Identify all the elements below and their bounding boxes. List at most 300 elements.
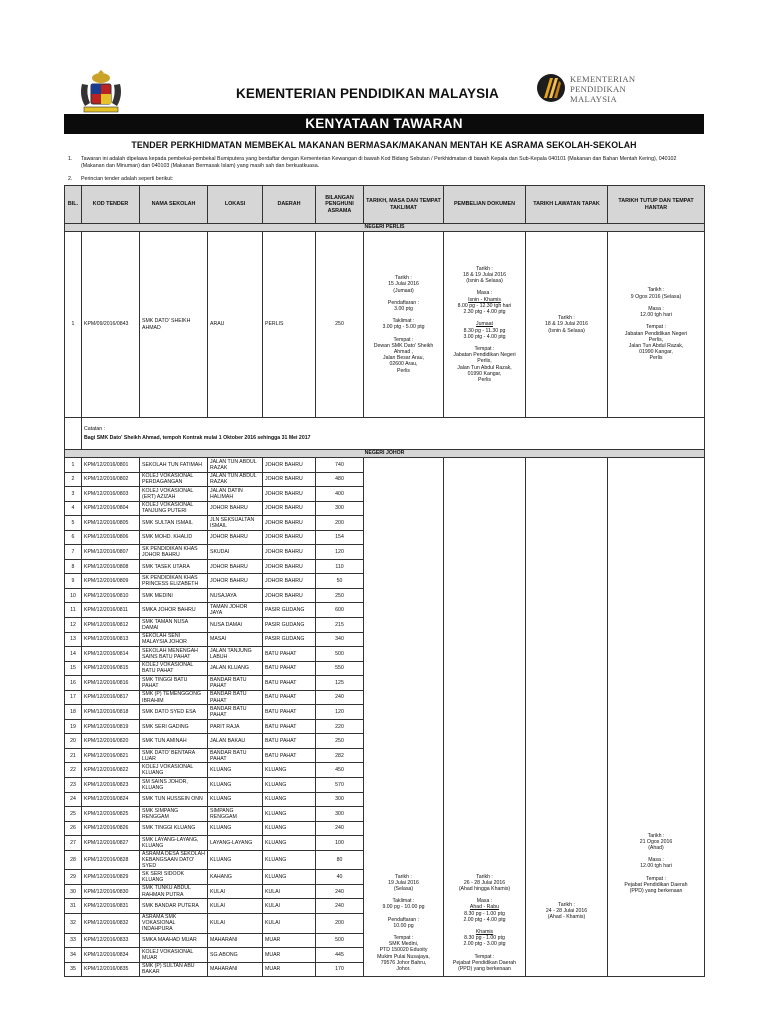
cell-line: Masa : — [648, 305, 664, 312]
cell-bil: 15 — [65, 661, 82, 676]
cell-line: SMK Medini, — [388, 941, 419, 948]
cell-bil: 9 — [65, 574, 82, 589]
cell-bil: 6 — [65, 530, 82, 545]
cell-bil: 25 — [65, 807, 82, 822]
cell-line: Jabatan Pendidikan Negeri — [624, 330, 688, 337]
cell-line: 9 Ogos 2016 (Selasa) — [630, 293, 682, 300]
cell-kod: KPM/12/2016/0806 — [82, 530, 140, 545]
cell-nama: KOLEJ VOKASIONAL TANJUNG PUTERI — [140, 501, 208, 516]
cell-daerah: BATU PAHAT — [263, 748, 316, 763]
cell-kod: KPM/12/2016/0810 — [82, 588, 140, 603]
cell-bilangan: 40 — [316, 870, 364, 885]
cell-nama: SMK TASEK UTARA — [140, 559, 208, 574]
cell-daerah: KLUANG — [263, 807, 316, 822]
cell-kod: KPM/12/2016/0823 — [82, 778, 140, 793]
cell-line: (Ahad hingga Khamis) — [458, 886, 511, 893]
cell-kod: KPM/12/2016/0824 — [82, 792, 140, 807]
paragraph-text: Perincian tender adalah seperti berikut: — [81, 176, 174, 182]
cell-line: Mukim Pulai Nusajaya, — [377, 953, 430, 960]
cell-line: Taklimat : — [392, 898, 415, 905]
cell-bil: 32 — [65, 914, 82, 934]
intro-paragraph-1 — [68, 156, 700, 170]
cell-lokasi: KULAI — [208, 884, 263, 899]
cell-line: Jabatan Pendidikan Negeri — [453, 352, 516, 359]
paragraph-number: 2. — [68, 176, 73, 182]
cell-daerah: MUAR — [263, 948, 316, 963]
intro-paragraph-2 — [68, 176, 700, 183]
cell-line: Tarikh : — [395, 873, 412, 880]
cell-kod: KPM/12/2016/0834 — [82, 948, 140, 963]
cell-daerah: JOHOR BAHRU — [263, 545, 316, 560]
header-bilangan: BILANGAN PENGHUNI ASRAMA — [316, 186, 364, 224]
cell-line: 21 Ogos 2016 — [639, 838, 673, 845]
cell-line: (Selasa) — [393, 886, 414, 893]
cell-lokasi: JALAN KLUANG — [208, 661, 263, 676]
cell-nama: SM SAINS JOHOR, KLUANG — [140, 778, 208, 793]
cell-kod: KPM/12/2016/0831 — [82, 899, 140, 914]
cell-daerah: BATU PAHAT — [263, 690, 316, 705]
cell-line: Tempat : — [646, 324, 666, 331]
cell-lokasi: JALAN BAKAU — [208, 734, 263, 749]
cell-bilangan: 220 — [316, 719, 364, 734]
cell-line: Pendaftaran : — [387, 299, 420, 306]
cell-line: Tempat : — [474, 953, 495, 960]
cell-bilangan: 100 — [316, 836, 364, 851]
cell-line: Perlis, — [648, 336, 664, 343]
cell-line: 18 & 19 Julai 2016 — [545, 321, 588, 328]
header-kod-tender: KOD TENDER — [82, 186, 140, 224]
cell-tutup — [608, 232, 705, 418]
cell-line: Tarikh : — [476, 873, 493, 880]
cell-bil: 30 — [65, 884, 82, 899]
cell-lokasi: JOHOR BAHRU — [208, 530, 263, 545]
cell-line: 2.00 ptg - 4.00 ptg — [463, 916, 506, 923]
cell-bil: 16 — [65, 676, 82, 691]
cell-lokasi: SG.ABONG — [208, 948, 263, 963]
cell-bilangan: 120 — [316, 705, 364, 720]
cell-line: 8.30 pg - 1.00 ptg — [464, 935, 505, 942]
cell-lokasi: JALAN DATIN HALIMAH — [208, 487, 263, 502]
cell-line: 2.30 ptg - 4.00 ptg — [463, 309, 506, 316]
cell-daerah: KULAI — [263, 914, 316, 934]
cell-kod: KPM/12/2016/0808 — [82, 559, 140, 574]
cell-kod: KPM/12/2016/0826 — [82, 821, 140, 836]
cell-daerah: JOHOR BAHRU — [263, 472, 316, 487]
cell-line: Ahmad , — [393, 349, 414, 355]
tender-title: TENDER PERKHIDMATAN MEMBEKAL MAKANAN BERMASAK/MAKANAN MENTAH KE ASRAMA SEKOLAH-SEKOLAH — [131, 140, 637, 150]
cell-line: Tarikh : — [395, 275, 412, 282]
ministry-name: KEMENTERIAN PENDIDIKAN MALAYSIA — [236, 86, 499, 101]
cell-daerah: JOHOR BAHRU — [263, 487, 316, 502]
cell-line: Pejabat Pendidikan Daerah — [452, 959, 517, 966]
cell-daerah: JOHOR BAHRU — [263, 501, 316, 516]
catatan-cell — [82, 418, 705, 450]
cell-line: 2.00 ptg - 3.00 ptg — [463, 941, 506, 948]
cell-line: 18 & 19 Julai 2016 — [463, 272, 506, 279]
cell-lokasi: KAHANG — [208, 870, 263, 885]
cell-line: 24 - 28 Julai 2016 — [545, 907, 588, 914]
cell-bilangan: 300 — [316, 501, 364, 516]
cell-daerah: PASIR GUDANG — [263, 603, 316, 618]
cell-bil: 7 — [65, 545, 82, 560]
cell-lokasi: MASAI — [208, 632, 263, 647]
cell-daerah: KLUANG — [263, 778, 316, 793]
cell-line: Jalan Tun Abdul Razak, — [628, 342, 684, 349]
cell-nama: SMKA MAAHAD MUAR — [140, 933, 208, 948]
logo-text-line: PENDIDIKAN — [570, 84, 626, 94]
cell-lokasi: TAMAN JOHOR JAYA — [208, 603, 263, 618]
cell-lokasi: LAYANG-LAYANG — [208, 836, 263, 851]
cell-line: 02600 Arau, — [389, 361, 418, 368]
cell-daerah: KLUANG — [263, 836, 316, 851]
cell-taklimat — [364, 232, 444, 418]
cell-bilangan: 300 — [316, 807, 364, 822]
cell-line: Perlis — [478, 376, 491, 383]
cell-line: PTD 150020 Eduoity — [379, 947, 428, 954]
cell-dokumen — [444, 232, 526, 418]
header-bil: BIL. — [65, 186, 82, 224]
cell-bilangan: 240 — [316, 884, 364, 899]
cell-bil: 2 — [65, 472, 82, 487]
cell-lawatan — [526, 232, 608, 418]
cell-daerah: JOHOR BAHRU — [263, 574, 316, 589]
cell-line: Perlis — [649, 355, 663, 362]
cell-bil: 23 — [65, 778, 82, 793]
cell-bil: 1 — [65, 232, 82, 418]
cell-bilangan: 450 — [316, 763, 364, 778]
cell-line: Masa : — [648, 857, 664, 864]
cell-bil: 33 — [65, 933, 82, 948]
cell-line: 8.00 pg - 12.30 tgh hari — [457, 302, 512, 309]
header-nama-sekolah: NAMA SEKOLAH — [140, 186, 208, 224]
cell-lokasi: JOHOR BAHRU — [208, 501, 263, 516]
cell-bil: 5 — [65, 516, 82, 531]
cell-lokasi: ARAU — [208, 232, 263, 418]
cell-kod: KPM/12/2016/0832 — [82, 914, 140, 934]
cell-bilangan: 200 — [316, 914, 364, 934]
cell-kod: KPM/12/2016/0816 — [82, 676, 140, 691]
cell-nama: KOLEJ VOKASIONAL KLUANG — [140, 763, 208, 778]
kpm-mark-icon — [536, 72, 566, 104]
cell-kod: KPM/12/2016/0819 — [82, 719, 140, 734]
cell-line: 01990 Kangar, — [639, 349, 673, 356]
cell-tutup — [608, 458, 705, 977]
cell-nama: KOLEJ VOKASIONAL PERDAGANGAN — [140, 472, 208, 487]
cell-bil: 22 — [65, 763, 82, 778]
cell-bilangan: 215 — [316, 618, 364, 633]
cell-nama: SMK TUNKU ABDUL RAHMAN PUTRA — [140, 884, 208, 899]
cell-line: Masa : — [476, 290, 493, 297]
tender-table — [64, 185, 705, 977]
cell-kod: KPM/12/2016/0822 — [82, 763, 140, 778]
cell-line: Tarikh : — [558, 901, 575, 908]
cell-daerah: JOHOR BAHRU — [263, 530, 316, 545]
cell-nama: KOLEJ VOKASIONAL MUAR — [140, 948, 208, 963]
catatan-row — [65, 418, 705, 450]
cell-bil: 8 — [65, 559, 82, 574]
cell-bilangan: 445 — [316, 948, 364, 963]
cell-bilangan: 500 — [316, 933, 364, 948]
cell-bilangan: 570 — [316, 778, 364, 793]
cell-bil: 21 — [65, 748, 82, 763]
cell-nama: SK PENDIDIKAN KHAS JOHOR BAHRU — [140, 545, 208, 560]
cell-taklimat — [364, 458, 444, 977]
cell-nama: SMK LAYANG-LAYANG, KLUANG — [140, 836, 208, 851]
header-lokasi: LOKASI — [208, 186, 263, 224]
cell-line: Jumaat — [475, 321, 493, 328]
cell-nama: SK PENDIDIKAN KHAS PRINCESS ELIZABETH — [140, 574, 208, 589]
cell-nama: SMK SERI GADING — [140, 719, 208, 734]
cell-daerah: KULAI — [263, 884, 316, 899]
cell-line: 19 Julai 2016 — [388, 879, 419, 886]
cell-bil: 11 — [65, 603, 82, 618]
cell-line: 12.00 tgh hari — [640, 312, 672, 319]
cell-lokasi: PARIT RAJA — [208, 719, 263, 734]
cell-kod: KPM/12/2016/0801 — [82, 458, 140, 473]
cell-nama: SMK MOHD. KHALID — [140, 530, 208, 545]
cell-bil: 3 — [65, 487, 82, 502]
cell-line: 3.00 ptg — [394, 305, 413, 312]
cell-bilangan: 500 — [316, 647, 364, 662]
cell-line: 8.30 pg - 11.30 pg — [463, 327, 506, 334]
cell-daerah: MUAR — [263, 933, 316, 948]
cell-nama: KOLEJ VOKASIONAL (ERT) AZIZAH — [140, 487, 208, 502]
cell-daerah: BATU PAHAT — [263, 734, 316, 749]
cell-line: Jalan Tun Abdul Razak, — [457, 364, 512, 371]
cell-bilangan: 154 — [316, 530, 364, 545]
cell-bilangan: 50 — [316, 574, 364, 589]
cell-line: Tempat : — [474, 345, 495, 352]
cell-nama: KOLEJ VOKASIONAL BATU PAHAT — [140, 661, 208, 676]
cell-lokasi: KLUANG — [208, 778, 263, 793]
cell-line: Tarikh : — [558, 315, 575, 322]
cell-kod: KPM/12/2016/0804 — [82, 501, 140, 516]
cell-bilangan: 80 — [316, 850, 364, 870]
cell-lokasi: NUSA DAMAI — [208, 618, 263, 633]
cell-line: Tarikh : — [647, 832, 665, 839]
cell-dokumen — [444, 458, 526, 977]
cell-bilangan: 240 — [316, 899, 364, 914]
cell-line: 3.00 ptg - 4.00 ptg — [463, 333, 506, 340]
cell-line: (Ahad - Khamis) — [547, 914, 586, 921]
cell-nama: SMK SULTAN ISMAIL — [140, 516, 208, 531]
cell-daerah: BATU PAHAT — [263, 676, 316, 691]
cell-kod: KPM/09/2016/0843 — [82, 232, 140, 418]
cell-daerah: BATU PAHAT — [263, 705, 316, 720]
cell-lokasi: MAHARANI — [208, 933, 263, 948]
logo-text-line: KEMENTERIAN — [570, 74, 636, 84]
cell-line: Pejabat Pendidikan Daerah — [624, 881, 688, 888]
cell-line: Taklimat : — [392, 318, 415, 325]
cell-lokasi: MAHARANI — [208, 962, 263, 977]
cell-bil: 18 — [65, 705, 82, 720]
cell-lokasi: BANDAR BATU PAHAT — [208, 748, 263, 763]
cell-line: Perlis, — [477, 358, 492, 365]
cell-daerah: BATU PAHAT — [263, 661, 316, 676]
announcement-banner: KENYATAAN TAWARAN — [64, 114, 704, 134]
cell-lokasi: BANDAR BATU PAHAT — [208, 705, 263, 720]
kpm-logo-text — [570, 74, 650, 104]
cell-daerah: KLUANG — [263, 763, 316, 778]
header-lawatan: TARIKH LAWATAN TAPAK — [526, 186, 608, 224]
cell-bilangan: 240 — [316, 821, 364, 836]
cell-bil: 12 — [65, 618, 82, 633]
cell-bilangan: 200 — [316, 516, 364, 531]
cell-nama: SMK DATO' SHEIKH AHMAD — [140, 232, 208, 418]
cell-lokasi: KLUANG — [208, 792, 263, 807]
table-header-row — [65, 186, 705, 224]
state-label: NEGERI JOHOR — [65, 450, 705, 458]
cell-kod: KPM/12/2016/0807 — [82, 545, 140, 560]
cell-nama: SMK TUN HUSSEIN ONN — [140, 792, 208, 807]
header-daerah: DAERAH — [263, 186, 316, 224]
cell-bil: 24 — [65, 792, 82, 807]
cell-bil: 35 — [65, 962, 82, 977]
cell-line: Ahad - Rabu — [469, 904, 500, 911]
cell-bil: 20 — [65, 734, 82, 749]
cell-bil: 31 — [65, 899, 82, 914]
cell-bil: 19 — [65, 719, 82, 734]
cell-line: Isnin - Khamis — [468, 296, 501, 303]
cell-kod: KPM/12/2016/0835 — [82, 962, 140, 977]
cell-daerah: JOHOR BAHRU — [263, 516, 316, 531]
cell-lokasi: JALAN TANJUNG LABUH — [208, 647, 263, 662]
cell-lawatan — [526, 458, 608, 977]
state-row-perlis — [65, 224, 705, 232]
cell-line: (Ahad) — [648, 845, 664, 852]
cell-line: Tarikh : — [476, 265, 493, 272]
cell-line: (Jumaat) — [393, 287, 414, 294]
cell-bilangan: 282 — [316, 748, 364, 763]
cell-nama: SMK TINGGI KLUANG — [140, 821, 208, 836]
cell-lokasi: JOHOR BAHRU — [208, 559, 263, 574]
cell-nama: SEKOLAH MENENGAH SAINS BATU PAHAT — [140, 647, 208, 662]
cell-line: (PPD) yang berkenaan — [458, 966, 511, 973]
cell-line: 10.00 pg — [393, 922, 414, 929]
cell-nama: SMK (P) TEMENGGONG IBRAHIM — [140, 690, 208, 705]
cell-bil: 26 — [65, 821, 82, 836]
state-label: NEGERI PERLIS — [65, 224, 705, 232]
cell-line: Dewan SMK Dato' Sheikh — [373, 342, 434, 349]
table-row — [65, 458, 705, 473]
cell-lokasi: SIMPANG RENGGAM — [208, 807, 263, 822]
cell-lokasi: NUSAJAYA — [208, 588, 263, 603]
cell-bil: 13 — [65, 632, 82, 647]
cell-lokasi: KLUANG — [208, 850, 263, 870]
cell-line: 3.00 ptg - 5.00 ptg — [382, 324, 425, 331]
cell-nama: ASRAMA DESA SEKOLAH KEBANGSAAN DATO' SYED — [140, 850, 208, 870]
cell-daerah: BATU PAHAT — [263, 719, 316, 734]
cell-nama: SMK MEDINI — [140, 588, 208, 603]
cell-daerah: BATU PAHAT — [263, 647, 316, 662]
cell-line: 12.00 tgh hari — [640, 863, 672, 870]
cell-kod: KPM/12/2016/0827 — [82, 836, 140, 851]
cell-line: (PPD) yang berkenaan — [629, 888, 683, 895]
cell-lokasi: KULAI — [208, 899, 263, 914]
cell-line: Perlis — [397, 367, 410, 374]
cell-kod: KPM/12/2016/0812 — [82, 618, 140, 633]
kpm-logo — [536, 72, 648, 106]
cell-nama: SMK DATO SYED ESA — [140, 705, 208, 720]
cell-kod: KPM/12/2016/0802 — [82, 472, 140, 487]
cell-bil: 1 — [65, 458, 82, 473]
cell-lokasi: JLN SEKSUALTAN ISMAIL — [208, 516, 263, 531]
cell-lokasi: BANDAR BATU PAHAT — [208, 676, 263, 691]
cell-daerah: KLUANG — [263, 870, 316, 885]
cell-bilangan: 400 — [316, 487, 364, 502]
coat-of-arms-logo — [76, 70, 126, 114]
cell-kod: KPM/12/2016/0811 — [82, 603, 140, 618]
cell-line: Khamis — [475, 929, 494, 936]
cell-line: Masa : — [476, 898, 493, 905]
cell-bil: 17 — [65, 690, 82, 705]
cell-line: 79576 Johor Bahru, — [380, 959, 427, 966]
cell-nama: SMK TINGGI BATU PAHAT — [140, 676, 208, 691]
cell-nama: SMK BANDAR PUTERA — [140, 899, 208, 914]
cell-bilangan: 340 — [316, 632, 364, 647]
cell-lokasi: JALAN TUN ABDUL RAZAK — [208, 458, 263, 473]
cell-daerah: PASIR GUDANG — [263, 618, 316, 633]
cell-kod: KPM/12/2016/0821 — [82, 748, 140, 763]
cell-bilangan: 550 — [316, 661, 364, 676]
cell-daerah: KLUANG — [263, 850, 316, 870]
cell-nama: SMKA JOHOR BAHRU — [140, 603, 208, 618]
cell-bilangan: 125 — [316, 676, 364, 691]
cell-line: Pendaftaran : — [387, 916, 420, 923]
cell-bil: 14 — [65, 647, 82, 662]
cell-bil: 34 — [65, 948, 82, 963]
cell-bilangan: 120 — [316, 545, 364, 560]
cell-kod: KPM/12/2016/0820 — [82, 734, 140, 749]
cell-lokasi: SKUDAI — [208, 545, 263, 560]
cell-line: Tempat : — [393, 935, 414, 942]
cell-nama: SMK TUN AMINAH — [140, 734, 208, 749]
table-row-perlis — [65, 232, 705, 418]
cell-bil: 28 — [65, 850, 82, 870]
cell-daerah: KULAI — [263, 899, 316, 914]
cell-kod: KPM/12/2016/0833 — [82, 933, 140, 948]
cell-bil: 29 — [65, 870, 82, 885]
cell-daerah: KLUANG — [263, 821, 316, 836]
cell-nama: SMK DATO' BENTARA LUAR — [140, 748, 208, 763]
cell-line: (Isnin & Selasa) — [548, 327, 585, 334]
cell-nama: SK SERI SIDOOK KLUANG — [140, 870, 208, 885]
cell-line: Tarikh : — [647, 287, 665, 294]
header-dokumen: PEMBELIAN DOKUMEN — [444, 186, 526, 224]
cell-kod: KPM/12/2016/0817 — [82, 690, 140, 705]
cell-lokasi: JALAN TUN ABDUL RAZAK — [208, 472, 263, 487]
cell-kod: KPM/12/2016/0805 — [82, 516, 140, 531]
logo-text-line: MALAYSIA — [570, 94, 617, 104]
cell-nama: ASRAMA SMK VOKASIONAL INDAHPURA — [140, 914, 208, 934]
cell-line: Johor. — [396, 966, 411, 973]
cell-nama: SEKOLAH SENI MALAYSIA JOHOR — [140, 632, 208, 647]
cell-lokasi: KLUANG — [208, 821, 263, 836]
cell-bilangan: 600 — [316, 603, 364, 618]
cell-bilangan: 250 — [316, 232, 364, 418]
cell-kod: KPM/12/2016/0825 — [82, 807, 140, 822]
cell-kod: KPM/12/2016/0815 — [82, 661, 140, 676]
cell-lokasi: KLUANG — [208, 763, 263, 778]
cell-line: (Isnin & Selasa) — [466, 278, 503, 285]
cell-bil: 27 — [65, 836, 82, 851]
cell-line: Tempat : — [393, 336, 414, 343]
header-taklimat: TARIKH, MASA DAN TEMPAT TAKLIMAT — [364, 186, 444, 224]
cell-bilangan: 250 — [316, 734, 364, 749]
cell-kod: KPM/12/2016/0818 — [82, 705, 140, 720]
cell-line: Jalan Besar Arau, — [383, 355, 424, 362]
cell-bilangan: 300 — [316, 792, 364, 807]
